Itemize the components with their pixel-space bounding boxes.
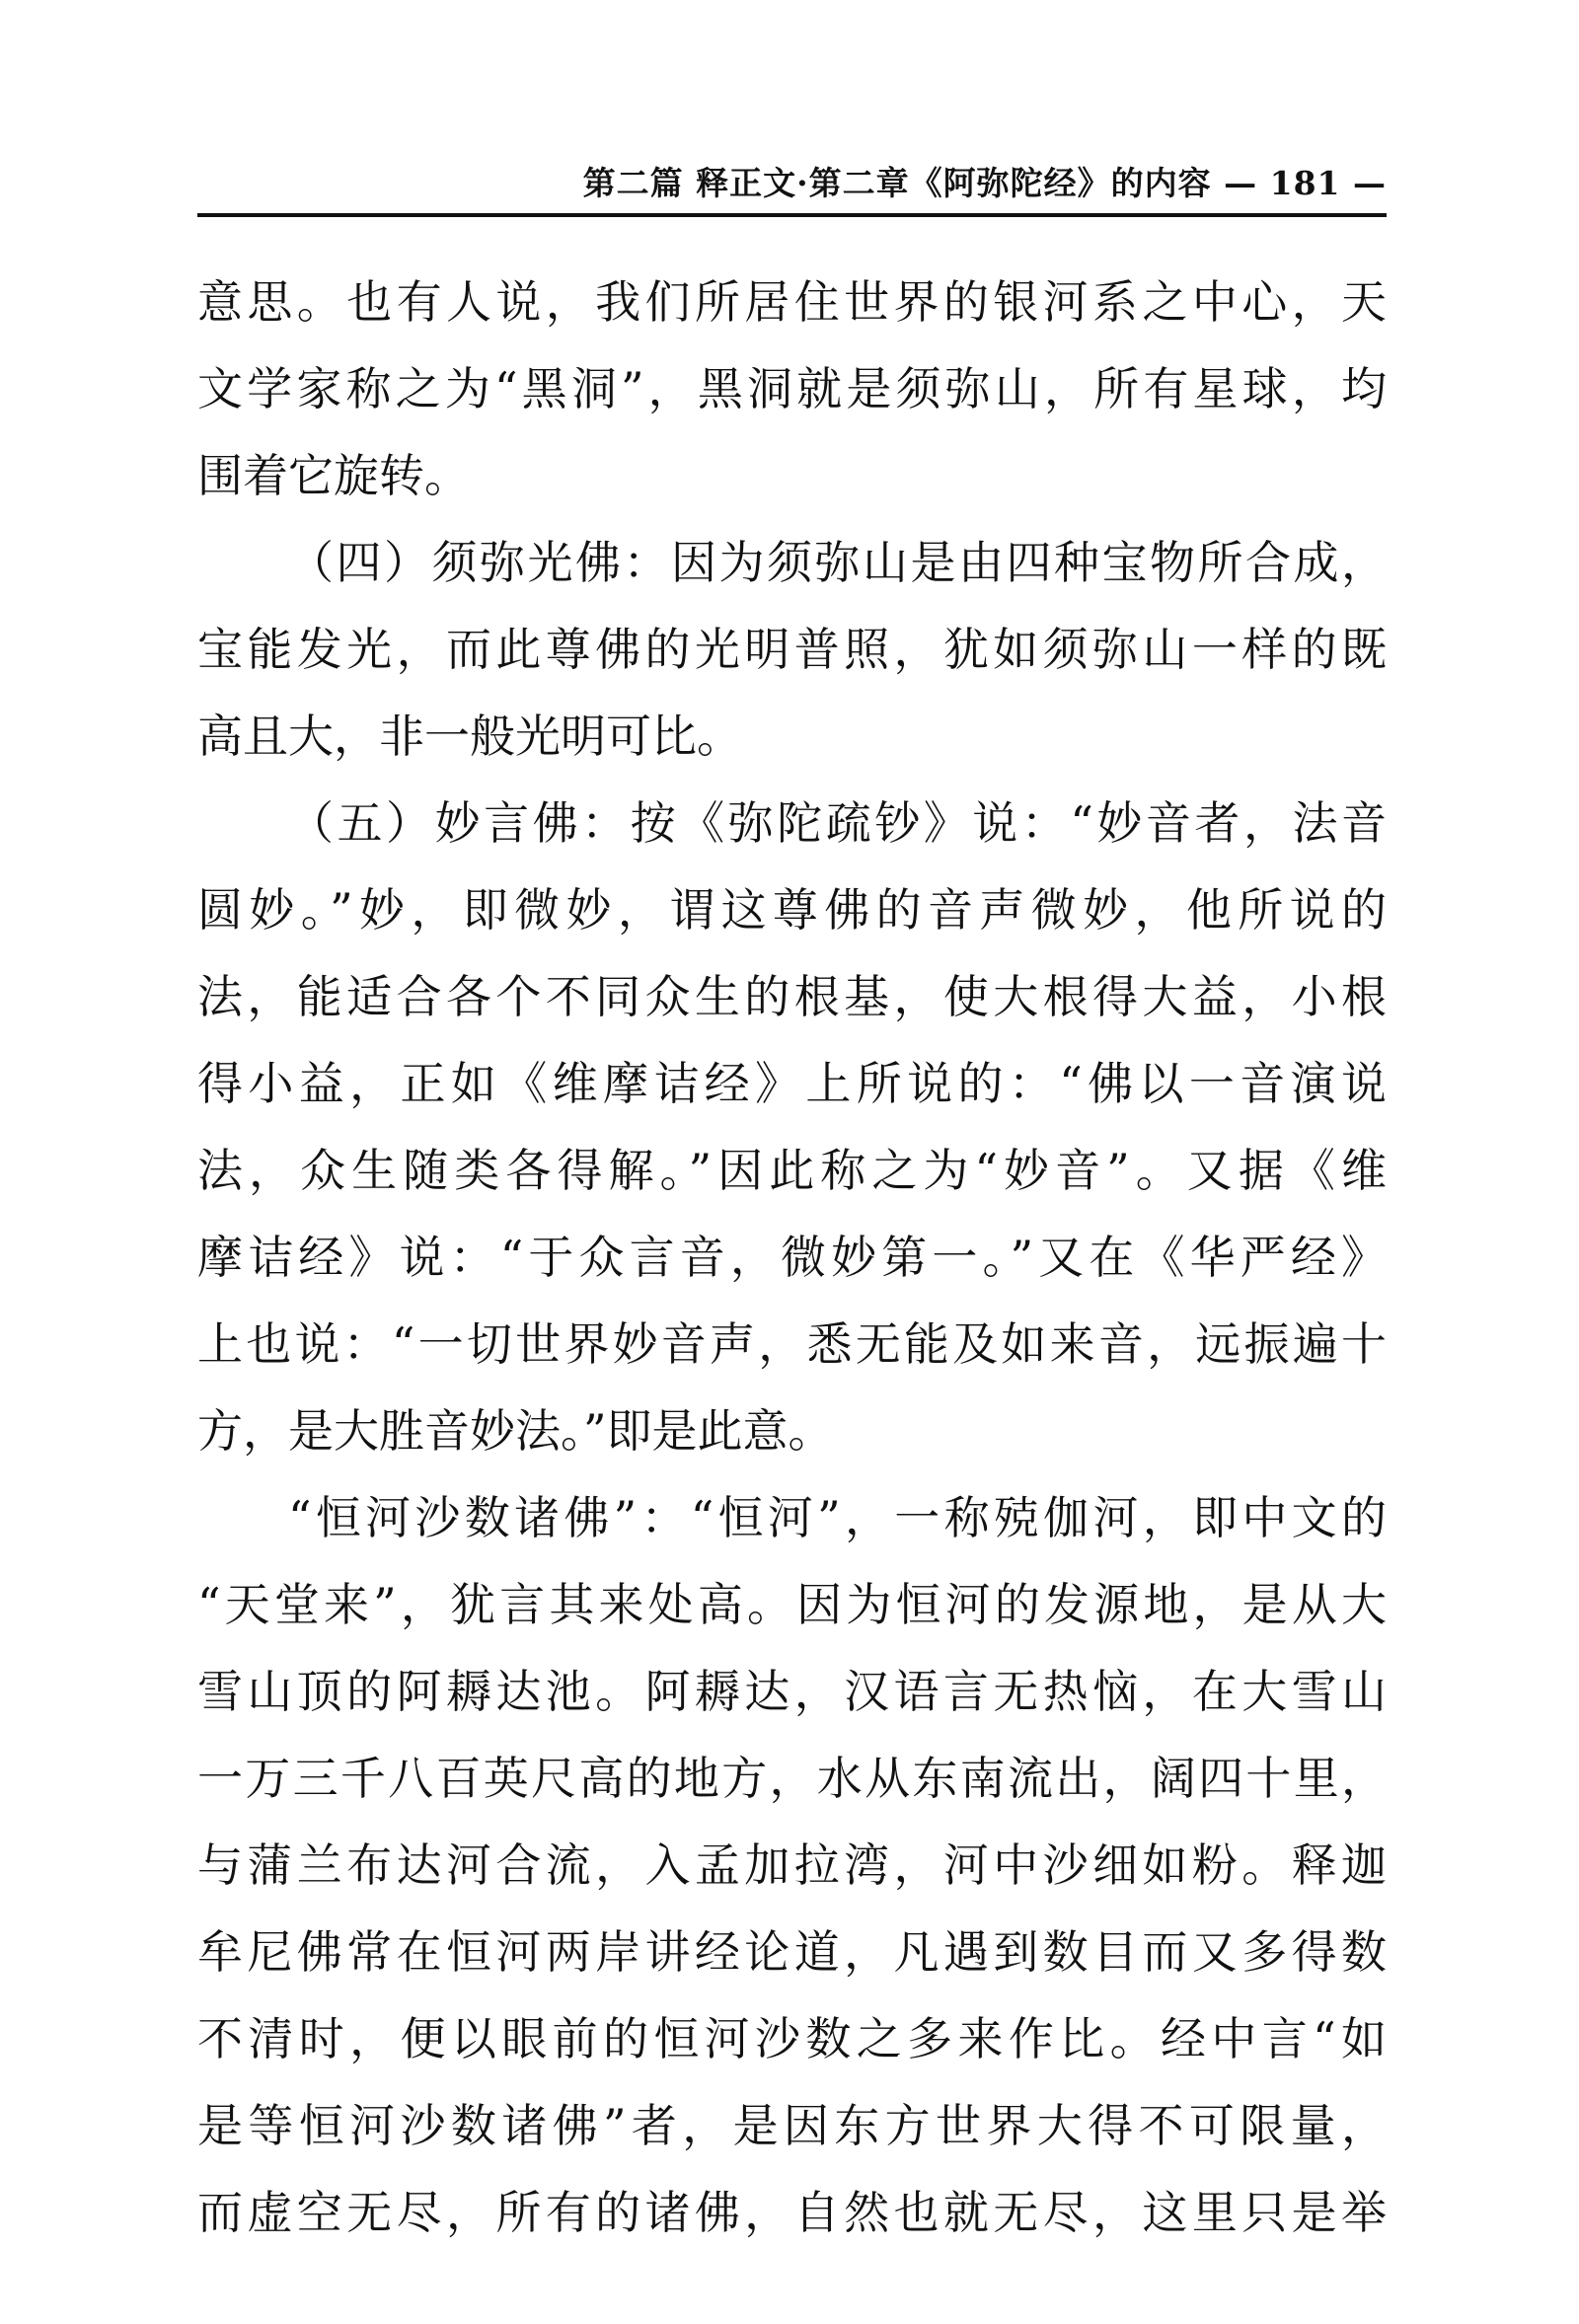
text-line: 文学家称之为“黑洞”，黑洞就是须弥山，所有星球，均 <box>197 362 1387 415</box>
text-line: 意思。也有人说，我们所居住世界的银河系之中心，天 <box>197 275 1387 329</box>
running-header: 第二篇 释正文·第二章《阿弥陀经》的内容 — 181 — <box>582 164 1387 202</box>
body-text <box>197 259 1387 2256</box>
text-line: 高且大，非一般光明可比。 <box>197 710 742 763</box>
text-line: 一万三千八百英尺高的地方，水从东南流出，阔四十里， <box>197 1752 1387 1805</box>
text-line: 得小益，正如《维摩诘经》上所说的：“佛以一音演说 <box>197 1057 1387 1110</box>
text-line: 圆妙。”妙，即微妙，谓这尊佛的音声微妙，他所说的 <box>197 883 1387 937</box>
text-line: 牟尼佛常在恒河两岸讲经论道，凡遇到数目而又多得数 <box>197 1925 1387 1979</box>
text-line: （四）须弥光佛：因为须弥山是由四种宝物所合成， <box>288 536 1387 589</box>
text-line: 围着它旋转。 <box>197 449 470 502</box>
text-line: 而虚空无尽，所有的诸佛，自然也就无尽，这里只是举 <box>197 2186 1387 2239</box>
text-line: 摩诘经》说：“于众言音，微妙第一。”又在《华严经》 <box>197 1231 1387 1284</box>
text-line: 上也说：“一切世界妙音声，悉无能及如来音，远振遍十 <box>197 1317 1387 1371</box>
header-rule <box>197 213 1387 217</box>
text-line: 与蒲兰布达河合流，入孟加拉湾，河中沙细如粉。释迦 <box>197 1838 1387 1892</box>
text-line: 法，能适合各个不同众生的根基，使大根得大益，小根 <box>197 970 1387 1023</box>
text-line: “恒河沙数诸佛”：“恒河”，一称殑伽河，即中文的 <box>288 1491 1387 1544</box>
text-line: 宝能发光，而此尊佛的光明普照，犹如须弥山一样的既 <box>197 623 1387 676</box>
text-line: 是等恒河沙数诸佛”者，是因东方世界大得不可限量， <box>197 2099 1387 2152</box>
text-line: 雪山顶的阿耨达池。阿耨达，汉语言无热恼，在大雪山 <box>197 1665 1387 1718</box>
text-line: “天堂来”，犹言其来处高。因为恒河的发源地，是从大 <box>197 1578 1387 1631</box>
text-line: 法，众生随类各得解。”因此称之为“妙音”。又据《维 <box>197 1144 1387 1197</box>
text-line: 方，是大胜音妙法。”即是此意。 <box>197 1404 834 1458</box>
text-line: 不清时，便以眼前的恒河沙数之多来作比。经中言“如 <box>197 2012 1387 2065</box>
text-line: （五）妙言佛：按《弥陀疏钞》说：“妙音者，法音 <box>288 796 1387 850</box>
